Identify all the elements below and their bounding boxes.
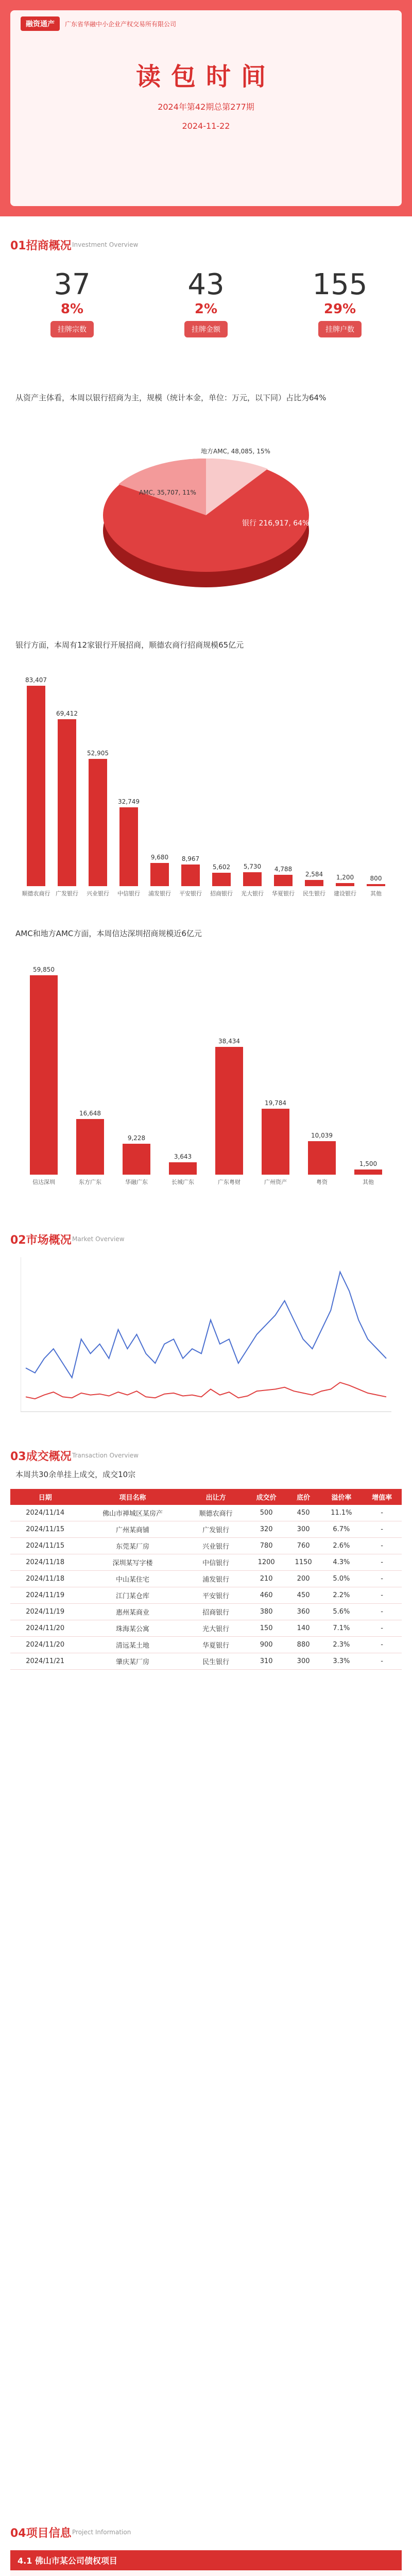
section-title-4: 04项目信息 — [10, 2527, 72, 2540]
bar-value: 10,039 — [311, 1132, 333, 1139]
table-cell: 顺德农商行 — [185, 1505, 247, 1521]
table-cell: - — [362, 1505, 402, 1521]
bar — [354, 1170, 382, 1175]
stat-3 — [288, 268, 391, 337]
bar-category-label: 其他 — [363, 1179, 374, 1185]
table-row — [10, 1637, 402, 1653]
bar — [27, 686, 45, 886]
note-3: AMC和地方AMC方面，本周信达深圳招商规模近6亿元 — [15, 929, 202, 938]
logo — [21, 16, 176, 31]
bar-value: 800 — [370, 875, 382, 882]
bar-category-label: 光大银行 — [241, 890, 264, 897]
note-4: 本周共30余单挂上成交，成交10宗 — [15, 1470, 136, 1479]
table-cell: 880 — [286, 1637, 321, 1653]
section-sub-4: Project Information — [72, 2529, 131, 2536]
bar-value: 16,648 — [79, 1110, 101, 1117]
table-cell: - — [362, 1620, 402, 1637]
bar-value: 69,412 — [56, 710, 78, 717]
table-cell: 6.7% — [321, 1521, 363, 1538]
table-cell: 华夏银行 — [185, 1637, 247, 1653]
table-cell: 肇庆某厂房 — [80, 1653, 185, 1670]
table-cell: 2.6% — [321, 1538, 363, 1554]
table-cell: 浦发银行 — [185, 1571, 247, 1587]
stat-2 — [154, 268, 258, 337]
section-title-2: 02市场概况 — [10, 1234, 72, 1247]
table-cell: - — [362, 1538, 402, 1554]
bar-value: 52,905 — [87, 750, 109, 757]
table-row — [10, 1620, 402, 1637]
table-cell: 360 — [286, 1604, 321, 1620]
table-cell: 460 — [247, 1587, 286, 1604]
issue-line: 2024年第42期总第277期 — [158, 102, 254, 112]
table-cell: 4.3% — [321, 1554, 363, 1571]
table-row — [10, 1538, 402, 1554]
bar — [76, 1119, 104, 1175]
bar-value: 8,967 — [181, 855, 200, 862]
stat-1-num: 37 — [54, 268, 91, 301]
series-line — [26, 1382, 386, 1399]
stat-3-num: 155 — [312, 268, 368, 301]
bar — [243, 872, 262, 886]
bar-category-label: 平安银行 — [179, 890, 202, 897]
bar-category-label: 兴业银行 — [87, 890, 109, 897]
bar-chart-1 — [21, 665, 391, 922]
table-cell: 江门某仓库 — [80, 1587, 185, 1604]
line-chart — [21, 1257, 391, 1432]
th-deal: 成交价 — [247, 1489, 286, 1505]
pie-label-local: 地方AMC, 48,085, 15% — [201, 448, 270, 455]
bar-value: 83,407 — [25, 676, 47, 684]
table-cell: 300 — [286, 1653, 321, 1670]
table-cell: 380 — [247, 1604, 286, 1620]
table-cell: 200 — [286, 1571, 321, 1587]
table-cell: 中山某住宅 — [80, 1571, 185, 1587]
note-1: 从资产主体看，本周以银行招商为主，规模（统计本金，单位：万元，以下同）占比为64% — [15, 393, 327, 402]
table-row — [10, 1653, 402, 1670]
section-title-3: 03成交概况 — [10, 1450, 72, 1463]
table-cell: - — [362, 1554, 402, 1571]
table-cell: 7.1% — [321, 1620, 363, 1637]
bar-value: 9,228 — [127, 1134, 146, 1142]
bar-category-label: 广发银行 — [56, 890, 78, 897]
stat-2-num: 43 — [187, 268, 225, 301]
table-cell: 东莞某厂房 — [80, 1538, 185, 1554]
deals-body — [10, 1505, 402, 1670]
section-sub-1: Investment Overview — [72, 241, 139, 248]
table-row — [10, 1505, 402, 1521]
table-row — [10, 1571, 402, 1587]
table-cell: 招商银行 — [185, 1604, 247, 1620]
bar — [262, 1109, 289, 1175]
table-cell: 1150 — [286, 1554, 321, 1571]
table-cell: 500 — [247, 1505, 286, 1521]
bar — [367, 884, 385, 886]
bar-category-label: 其他 — [370, 890, 382, 897]
stat-3-label: 挂牌户数 — [318, 321, 362, 337]
table-cell: - — [362, 1637, 402, 1653]
bar — [308, 1141, 336, 1175]
stat-3-pct: 29% — [323, 301, 356, 317]
bar-category-label: 华夏银行 — [272, 890, 295, 897]
table-cell: 310 — [247, 1653, 286, 1670]
table-cell: - — [362, 1587, 402, 1604]
project-1-body — [10, 2570, 402, 2576]
th-project: 项目名称 — [80, 1489, 185, 1505]
bar-category-label: 广州资产 — [264, 1179, 287, 1185]
bar-value: 19,784 — [265, 1099, 286, 1107]
deals-table — [10, 1489, 402, 1670]
th-seller: 出让方 — [185, 1489, 247, 1505]
bar — [30, 975, 58, 1175]
table-cell: 2024/11/21 — [10, 1653, 80, 1670]
table-cell: 民生银行 — [185, 1653, 247, 1670]
bar — [215, 1047, 243, 1175]
section-title-1: 01招商概况 — [10, 240, 72, 252]
table-cell: 广州某商铺 — [80, 1521, 185, 1538]
bar-category-label: 中信银行 — [117, 890, 140, 897]
table-cell: 320 — [247, 1521, 286, 1538]
bar-value: 2,584 — [305, 871, 323, 878]
bar-category-label: 华融广东 — [125, 1179, 148, 1185]
table-cell: 珠海某公寓 — [80, 1620, 185, 1637]
bar-category-label: 广东粤财 — [218, 1179, 241, 1185]
stat-2-label: 挂牌金额 — [184, 321, 228, 337]
table-cell: 清远某土地 — [80, 1637, 185, 1653]
project-1 — [10, 2550, 402, 2576]
table-cell: 广发银行 — [185, 1521, 247, 1538]
note-2: 银行方面，本周有12家银行开展招商，顺德农商行招商规模65亿元 — [15, 640, 244, 650]
bar — [305, 880, 323, 886]
bar-value: 1,500 — [359, 1160, 377, 1167]
table-cell: 5.0% — [321, 1571, 363, 1587]
table-cell: - — [362, 1653, 402, 1670]
table-cell: 深圳某写字楼 — [80, 1554, 185, 1571]
table-cell: 中信银行 — [185, 1554, 247, 1571]
bar-value: 5,602 — [212, 863, 231, 871]
table-cell: 450 — [286, 1505, 321, 1521]
bar-category-label: 招商银行 — [210, 890, 233, 897]
table-cell: 2.2% — [321, 1587, 363, 1604]
th-growth: 增值率 — [362, 1489, 402, 1505]
pie-label-amc: AMC, 35,707, 11% — [139, 489, 196, 496]
bar — [169, 1162, 197, 1175]
org-name: 广东省华融中小企业产权交易所有限公司 — [65, 20, 177, 28]
table-row — [10, 1521, 402, 1538]
bar — [119, 807, 138, 886]
table-cell: 1200 — [247, 1554, 286, 1571]
bar — [212, 873, 231, 886]
table-cell: 惠州某商业 — [80, 1604, 185, 1620]
table-cell: 2.3% — [321, 1637, 363, 1653]
bar-category-label: 民生银行 — [303, 890, 325, 897]
pie-label-bank: 银行 216,917, 64% — [242, 519, 310, 528]
bar — [181, 865, 200, 886]
table-cell: - — [362, 1571, 402, 1587]
pie-chart — [72, 422, 340, 608]
bar-value: 9,680 — [150, 854, 169, 861]
page-title: 读包时间 — [135, 62, 276, 91]
table-cell: 300 — [286, 1521, 321, 1538]
bar — [336, 883, 354, 886]
issue-date: 2024-11-22 — [182, 121, 230, 131]
bar-value: 4,788 — [274, 866, 293, 873]
bar-category-label: 浦发银行 — [148, 890, 171, 897]
table-cell: 2024/11/20 — [10, 1637, 80, 1653]
table-cell: 760 — [286, 1538, 321, 1554]
logo-mark: 融资通产 — [21, 16, 60, 31]
table-cell: 光大银行 — [185, 1620, 247, 1637]
stat-1 — [21, 268, 124, 337]
table-cell: 2024/11/15 — [10, 1538, 80, 1554]
section-sub-2: Market Overview — [72, 1235, 125, 1243]
bar-value: 1,200 — [336, 874, 354, 881]
bar-category-label: 长城广东 — [171, 1179, 194, 1185]
bar-value: 3,643 — [174, 1153, 192, 1160]
project-1-title: 4.1 佛山市某公司债权项目 — [10, 2550, 402, 2570]
table-cell: 2024/11/14 — [10, 1505, 80, 1521]
bar — [274, 875, 293, 886]
header-band — [0, 0, 412, 216]
table-cell: 780 — [247, 1538, 286, 1554]
line-series-group — [26, 1272, 386, 1399]
table-cell: 3.3% — [321, 1653, 363, 1670]
table-row — [10, 1587, 402, 1604]
bar-value: 38,434 — [218, 1038, 240, 1045]
table-header-row — [10, 1489, 402, 1505]
table-cell: 2024/11/15 — [10, 1521, 80, 1538]
table-cell: 450 — [286, 1587, 321, 1604]
table-cell: 平安银行 — [185, 1587, 247, 1604]
table-cell: 900 — [247, 1637, 286, 1653]
table-cell: 佛山市禅城区某房产 — [80, 1505, 185, 1521]
stat-1-pct: 8% — [60, 301, 84, 317]
section-sub-3: Transaction Overview — [72, 1452, 139, 1459]
table-cell: 2024/11/19 — [10, 1587, 80, 1604]
bar-value: 59,850 — [33, 966, 55, 973]
table-row — [10, 1604, 402, 1620]
bar — [58, 719, 76, 886]
header-card — [10, 10, 402, 206]
table-cell: 210 — [247, 1571, 286, 1587]
table-cell: 11.1% — [321, 1505, 363, 1521]
bar-value: 5,730 — [243, 863, 262, 870]
bar-category-label: 粤资 — [316, 1179, 328, 1185]
table-cell: 2024/11/18 — [10, 1554, 80, 1571]
table-cell: 2024/11/20 — [10, 1620, 80, 1637]
table-cell: 2024/11/19 — [10, 1604, 80, 1620]
table-cell: 5.6% — [321, 1604, 363, 1620]
table-cell: 2024/11/18 — [10, 1571, 80, 1587]
th-premium: 溢价率 — [321, 1489, 363, 1505]
th-date: 日期 — [10, 1489, 80, 1505]
table-cell: 兴业银行 — [185, 1538, 247, 1554]
stat-2-pct: 2% — [194, 301, 218, 317]
table-row — [10, 1554, 402, 1571]
bar-category-label: 顺德农商行 — [22, 890, 50, 897]
table-cell: 150 — [247, 1620, 286, 1637]
table-cell: 140 — [286, 1620, 321, 1637]
table-cell: - — [362, 1521, 402, 1538]
bar — [150, 863, 169, 886]
bar-chart-2 — [21, 953, 391, 1211]
bar-value: 32,749 — [118, 798, 140, 805]
stat-1-label: 挂牌宗数 — [50, 321, 94, 337]
bar-category-label: 东方广东 — [79, 1179, 101, 1185]
bar-category-label: 信达深圳 — [32, 1179, 55, 1185]
th-base: 底价 — [286, 1489, 321, 1505]
table-cell: - — [362, 1604, 402, 1620]
series-line — [26, 1272, 386, 1378]
bar — [89, 759, 107, 886]
bar — [123, 1144, 150, 1175]
bar-category-label: 建设银行 — [334, 890, 356, 897]
